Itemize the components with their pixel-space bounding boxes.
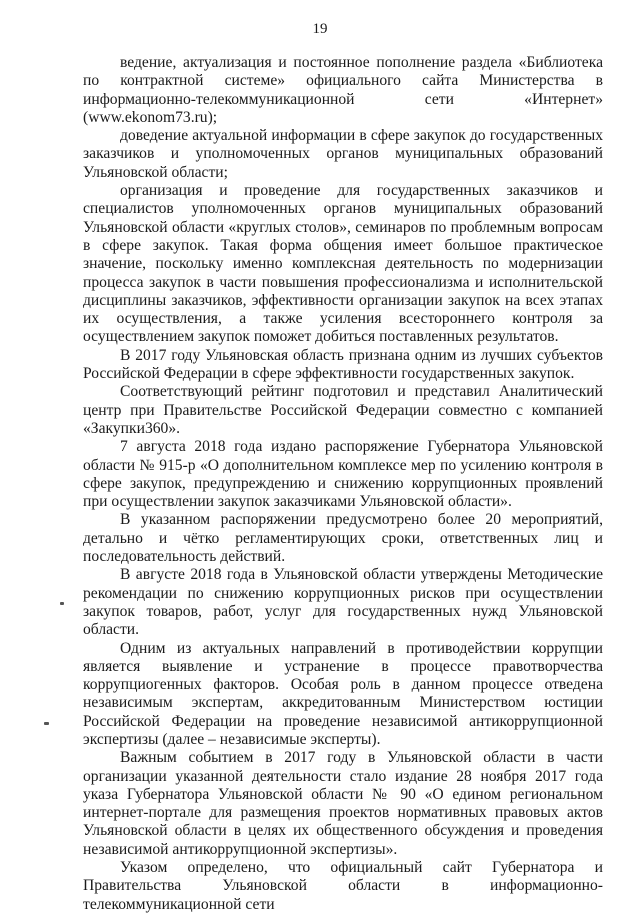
paragraph-2: доведение актуальной информации в сфере закупок до государственных заказчиков и уполномоченных органов муниципальных образований Ульяновской области; — [83, 127, 603, 181]
page-number: 19 — [312, 21, 328, 37]
scan-artifact — [44, 722, 49, 725]
paragraph-9: Одним из актуальных направлений в противодействии коррупции является выявление и устранение в процессе правотворчества коррупциогенных факторов. Особая роль в данном процессе отведена независимым экспертам, аккредитованным Министерством юстиции Российской Федерации на проведение независимой антикоррупционной экспертизы (далее – независимые эксперты). — [83, 639, 603, 748]
paragraph-6: 7 августа 2018 года издано распоряжение Губернатора Ульяновской области № 915-р «О дополнительном комплексе мер по усилению контроля в сфере закупок, предупреждению и снижению коррупционных проявлений при осуществлении закупок заказчиками Ульяновской области». — [83, 438, 603, 511]
paragraph-11: Указом определено, что официальный сайт Губернатора и Правительства Ульяновской области в информационно-телекоммуникационной сети — [83, 859, 603, 913]
paragraph-1: ведение, актуализация и постоянное пополнение раздела «Библиотека по контрактной системе» официального сайта Министерства в информационно-телекоммуникационной сети «Интернет» (www.ekonom73.ru); — [83, 54, 603, 126]
paragraph-3: организация и проведение для государственных заказчиков и специалистов уполномоченных органов муниципальных образований Ульяновской области «круглых столов», семинаров по проблемным вопросам в сфере закупок. Такая форма общения имеет большое практическое значение, поскольку именно комплексная деятельность по модернизации процесса закупок в части повышения профессионализма и исполнительской дисциплины заказчиков, эффективности организации закупок на всех этапах их осуществления, а также усиления всестороннего контроля за осуществлением закупок поможет добиться поставленных результатов. — [83, 182, 603, 346]
paragraph-10: Важным событием в 2017 году в Ульяновской области в части организации указанной деятельности стало издание 28 ноября 2017 года указа Губернатора Ульяновской области № 90 «О едином региональном интернет-портале для размещения проектов нормативных правовых актов Ульяновской области в целях их общественного обсуждения и проведения независимой антикоррупционной экспертизы». — [83, 749, 603, 858]
paragraph-8: В августе 2018 года в Ульяновской области утверждены Методические рекомендации по снижению коррупционных рисков при осуществлении закупок товаров, работ, услуг для государственных нужд Ульяновской области. — [83, 566, 603, 639]
scan-artifact — [60, 602, 64, 605]
document-body — [83, 54, 603, 914]
paragraph-4: В 2017 году Ульяновская область признана одним из лучших субъектов Российской Федерации в сфере эффективности государственных закупок. — [83, 346, 603, 383]
paragraph-7: В указанном распоряжении предусмотрено более 20 мероприятий, детально и чётко регламентирующих сроки, ответственных лиц и последовательность действий. — [83, 511, 603, 566]
paragraph-5: Соответствующий рейтинг подготовил и представил Аналитический центр при Правительстве Российской Федерации совместно с компанией «Закупки360». — [83, 383, 603, 437]
